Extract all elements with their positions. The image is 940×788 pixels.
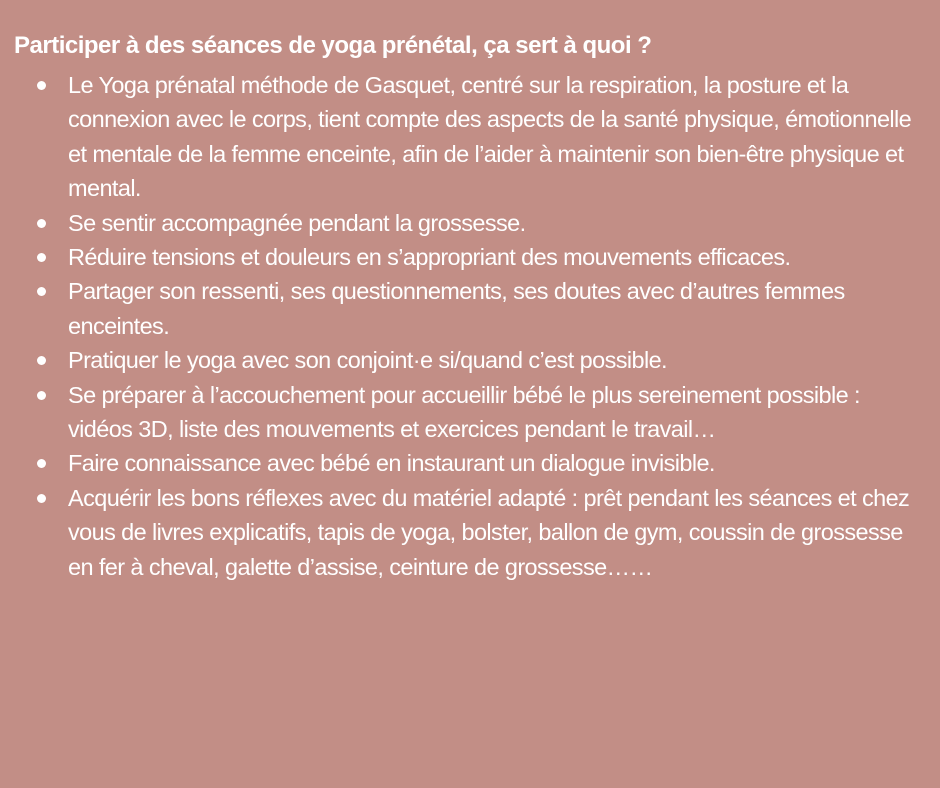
- list-item-text: Réduire tensions et douleurs en s’appropriant des mouvements efficaces.: [68, 244, 791, 271]
- list-item-text: Faire connaissance avec bébé en instaurant un dialogue invisible.: [68, 450, 715, 477]
- list-item-text: Le Yoga prénatal méthode de Gasquet, centré sur la respiration, la posture et la connexion avec le corps, tient compte des aspects de la santé physique, émotionnelle et mentale de la femme enceinte, afin de l’aider à maintenir son bien-être physique et mental.: [68, 72, 912, 202]
- list-item: [14, 206, 930, 240]
- bullet-icon: [37, 459, 46, 468]
- list-item: [14, 378, 930, 447]
- list-item: [14, 68, 930, 206]
- heading: Participer à des séances de yoga prénétal, ça sert à quoi ?: [14, 32, 652, 59]
- bullet-icon: [37, 287, 46, 296]
- bullet-icon: [37, 81, 46, 90]
- list-item-text: Pratiquer le yoga avec son conjoint·e si/quand c’est possible.: [68, 347, 667, 374]
- list-item-text: Se sentir accompagnée pendant la grossesse.: [68, 209, 526, 236]
- list-item: [14, 481, 930, 584]
- bullet-icon: [37, 391, 46, 400]
- bullet-icon: [37, 219, 46, 228]
- benefits-list: [14, 68, 930, 584]
- list-item-text: Se préparer à l’accouchement pour accueillir bébé le plus sereinement possible : vidéos 3D, liste des mouvements et exercices pendant le travail…: [68, 381, 860, 443]
- bullet-icon: [37, 356, 46, 365]
- list-item: [14, 446, 930, 480]
- list-item-text: Partager son ressenti, ses questionnements, ses doutes avec d’autres femmes enceintes.: [68, 278, 845, 339]
- bullet-icon: [37, 253, 46, 262]
- list-item: [14, 240, 930, 274]
- list-item: [14, 343, 930, 377]
- bullet-icon: [37, 494, 46, 503]
- list-item-text: Acquérir les bons réflexes avec du matériel adapté : prêt pendant les séances et chez vous de livres explicatifs, tapis de yoga, bolster, ballon de gym, coussin de grossesse en fer à cheval, galette d’assise, ceinture de grossesse……: [68, 484, 910, 580]
- list-item: [14, 274, 930, 343]
